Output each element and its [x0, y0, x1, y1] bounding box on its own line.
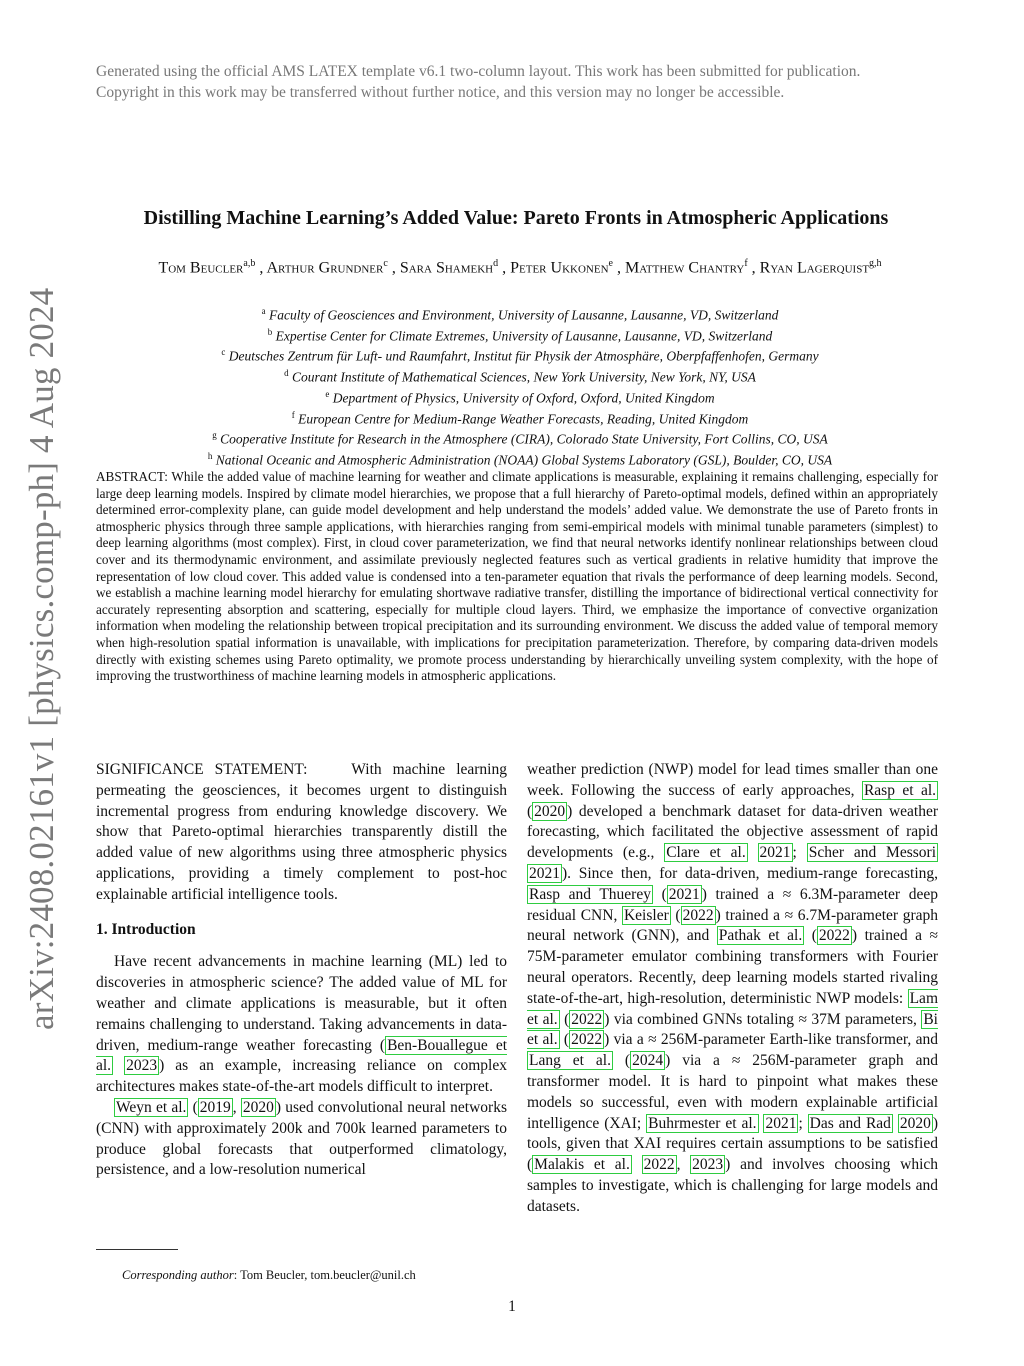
citation-link[interactable]: 2023	[692, 1156, 724, 1174]
footnote-label: Corresponding author	[122, 1268, 234, 1282]
citation-link[interactable]: Rasp and Thuerey	[529, 885, 651, 903]
affiliation: $^a$ Faculty of Geosciences and Environment, University of Lausanne, Lausanne, VD, Switzerland	[261, 306, 779, 323]
citation-link[interactable]: 2021	[668, 885, 700, 903]
author-list: Tom Beucler$^{a,b}$ , Arthur Grundner$^c$ , Sara Shamekh$^d$ , Peter Ukkonen$^e$ , Matthew Chantry$^f$ , Ryan Lagerquist$^{g,h}$	[158, 258, 882, 277]
author: Peter Ukkonen	[510, 259, 609, 277]
citation-link[interactable]: Ben-Bouallegue et al.	[96, 1036, 507, 1075]
citation-link[interactable]: 2021	[759, 844, 791, 862]
author-sup: e	[608, 258, 613, 269]
affiliation: $^g$ Cooperative Institute for Research in the Atmosphere (CIRA), Colorado State University, Fort Collins, CO, USA	[212, 430, 828, 447]
citation-link[interactable]: 2023	[126, 1057, 158, 1075]
abstract-text: While the added value of machine learning for weather and climate applications is measurable, explaining it remains challenging, especially for large deep learning models. Inspired by climate model hierarchies, we propose that a full hierarchy of Pareto-optimal models, defined within an appropriately determined error-complexity plane, can guide model development and help understand the models’ added value. We demonstrate the use of Pareto fronts in atmospheric physics through three sample applications, with hierarchies ranging from semi-empirical models with minimal tunable parameters (simplest) to deep learning algorithms (most complex). First, in cloud cover parameterization, we find that neural networks identify nonlinear relationships between cloud cover and its thermodynamic environment, and assimilate previously neglected features such as vertical gradients in relative humidity that improve the representation of low cloud cover. This added value is condensed into a ten-parameter equation that rivals the performance of deep learning models. Second, we establish a machine learning model hierarchy for emulating shortwave radiative transfer, distilling the importance of bidirectional vertical connectivity for accurately representing absorption and scattering, especially for multiple cloud layers. Third, we emphasize the importance of convective organization information when modeling the relationship between tropical precipitation and its surrounding environment. We discuss the added value of temporal memory when high-resolution spatial information is unavailable, with implications for precipitation parameterization. Therefore, by comparing data-driven models directly with existing schemes using Pareto optimality, we promote process understanding by hierarchically unveiling system complexity, with the hope of improving the trustworthiness of machine learning models in atmospheric applications.	[96, 469, 939, 684]
section-heading: 1. Introduction	[96, 920, 196, 938]
footnote-rule	[96, 1249, 178, 1250]
author: Matthew Chantry	[624, 259, 745, 277]
affiliation: $^d$ Courant Institute of Mathematical Sciences, New York University, New York, NY, USA	[284, 368, 756, 385]
author: Ryan Lagerquist	[759, 259, 870, 277]
author: Arthur Grundner	[266, 259, 384, 277]
significance-label: SIGNIFICANCE STATEMENT:	[96, 761, 308, 778]
citation-link[interactable]: 2022	[571, 1031, 603, 1049]
citation-link[interactable]: 2024	[632, 1052, 664, 1070]
affiliation: $^c$ Deutsches Zentrum für Luft- und Raumfahrt, Institut für Physik der Atmosphäre, Oberpfaffenhofen, Germany	[221, 347, 819, 364]
citation-link[interactable]: Malakis et al.	[534, 1156, 630, 1174]
citation-link[interactable]: Rasp et al.	[863, 781, 937, 799]
citation-link[interactable]: 2021	[529, 864, 560, 882]
paragraph: weather prediction (NWP) model for lead times smaller than one week. Following the success of early approaches, Rasp et al. ( 2020 ) developed a benchmark dataset for data-driven weather forecasting, which facilitated the objective assessment of rapid developments (e.g., Clare et al. 2021 ; Scher and Messori 2021 ). Since then, for data-driven, medium-range forecasting, Rasp and Thuerey ( 2021 ) trained a ≈ 6.3M-parameter deep residual CNN, Keisler ( 2022 ) trained a ≈ 6.7M-parameter graph neural network (GNN), and Pathak et al. ( 2022 ) trained a ≈ 75M-parameter emulator combining transformers with Fourier neural operators. Recently, deep learning models started rivaling state-of-the-art, high-resolution, deterministic NWP models: Lam et al. ( 2022 ) via combined GNNs totaling ≈ 37M parameters, Bi et al. ( 2022 ) via a ≈ 256M-parameter Earth-like transformer, and Lang et al. ( 2024 ) via a ≈ 256M-parameter graph and transformer model. It is hard to pinpoint what makes these models so successful, even with modern explainable artificial intelligence (XAI; Buhrmester et al. 2021 ; Das and Rad 2020 ) tools, given that XAI requires certain assumptions to be satisfied ( Malakis et al. 2022 , 2023 ) and involves choosing which samples to investigate, which is challenging for large models and datasets.	[527, 761, 939, 1215]
paragraph: Have recent advancements in machine learning (ML) led to discoveries in atmospheric science? The added value of ML for weather and climate applications is measurable, but it often remains challenging to understand. Taking advancements in data-driven, medium-range weather forecasting ( Ben-Bouallegue et al. 2023 ) as an example, increasing reliance on complex architectures makes state-of-the-art models difficult to interpret.	[96, 953, 507, 1096]
author: Sara Shamekh	[399, 259, 494, 277]
citation-link[interactable]: 2021	[765, 1114, 797, 1132]
right-column	[527, 760, 938, 1218]
citation-link[interactable]: Clare et al.	[666, 844, 746, 862]
template-notice: Generated using the official AMS LATEX template v6.1 two-column layout. This work has been submitted for publication. Copyright in this work may be transferred without further notice, and this version may no longer be accessible.	[96, 63, 861, 101]
left-column	[96, 760, 507, 1181]
affiliation: $^h$ National Oceanic and Atmospheric Administration (NOAA) Global Systems Laboratory (GSL), Boulder, CO, USA	[207, 450, 833, 468]
citation-link[interactable]: 2022	[571, 1010, 603, 1028]
author-sup: f	[744, 258, 748, 269]
significance-statement	[96, 760, 507, 906]
affiliation-list	[60, 303, 980, 469]
abstract	[96, 469, 938, 685]
citation-link[interactable]: 2020	[242, 1098, 274, 1116]
citation-link[interactable]: Bi et al.	[527, 1010, 938, 1049]
citation-link[interactable]: Buhrmester et al.	[648, 1114, 757, 1132]
citation-link[interactable]: 2022	[643, 1156, 675, 1174]
paper-title: Distilling Machine Learning’s Added Value: Pareto Fronts in Atmospheric Applications	[143, 207, 889, 229]
citation-link[interactable]: 2019	[199, 1098, 231, 1116]
author-sup: c	[383, 258, 388, 269]
citation-link[interactable]: Scher and Messori	[808, 844, 936, 862]
citation-link[interactable]: 2022	[818, 927, 850, 945]
citation-link[interactable]: Pathak et al.	[718, 927, 803, 945]
abstract-label: ABSTRACT:	[96, 469, 168, 484]
citation-link[interactable]: 2020	[899, 1114, 931, 1132]
footnote-text: : Tom Beucler, tom.beucler@unil.ch	[233, 1268, 416, 1282]
author-sup: g,h	[869, 258, 882, 269]
citation-link[interactable]: 2022	[682, 906, 714, 924]
citation-link[interactable]: Weyn et al.	[116, 1098, 187, 1116]
affiliation: $^e$ Department of Physics, University of Oxford, Oxford, United Kingdom	[325, 388, 715, 406]
citation-link[interactable]: Lam et al.	[527, 989, 938, 1028]
affiliation: $^f$ European Centre for Medium-Range Weather Forecasts, Reading, United Kingdom	[291, 409, 749, 427]
citation-link[interactable]: Das and Rad	[809, 1114, 891, 1132]
author: Tom Beucler	[158, 259, 244, 277]
citation-link[interactable]: 2020	[534, 802, 566, 820]
arxiv-stamp: arXiv:2408.02161v1 [physics.comp-ph] 4 Aug 2024	[22, 287, 61, 1030]
author-sup: d	[493, 258, 499, 269]
citation-link[interactable]: Lang et al.	[529, 1052, 611, 1070]
citation-link[interactable]: Keisler	[623, 906, 669, 924]
paragraph: Weyn et al. ( 2019 , 2020 ) used convolutional neural networks (CNN) with approximately 200k and 700k learned parameters to produce global forecasts that outperformed climatology, persistence, and a low-resolution numerical	[96, 1098, 507, 1179]
affiliation: $^b$ Expertise Center for Climate Extremes, University of Lausanne, Lausanne, VD, Switzerland	[267, 326, 773, 344]
author-sup: a,b	[243, 258, 256, 269]
page-number: 1	[508, 1298, 516, 1315]
significance-text: With machine learning permeating the geosciences, it becomes urgent to distinguish incremental progress from enduring knowledge discovery. We show that Pareto-optimal hierarchies transparently distill the added value of new algorithms using three atmospheric physics applications, providing a timely complement to post-hoc explainable artificial intelligence tools.	[96, 761, 507, 903]
footnote	[122, 1268, 416, 1283]
